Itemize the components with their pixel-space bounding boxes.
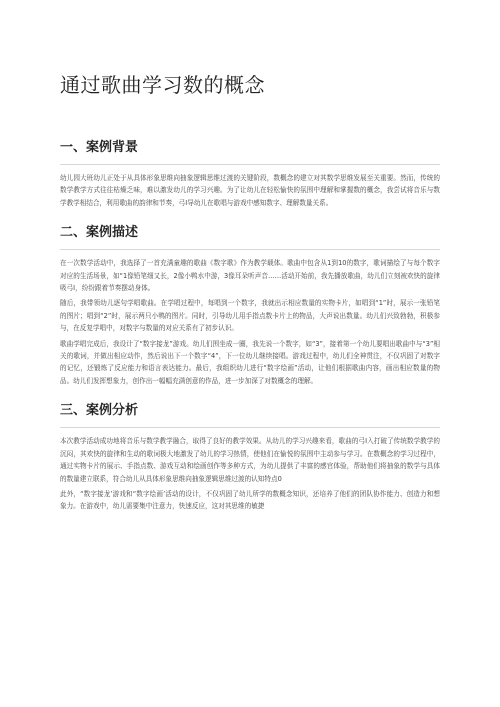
section-description xyxy=(60,223,440,387)
section-divider xyxy=(60,427,440,428)
section-background xyxy=(60,138,440,209)
section-heading: 三、案例分析 xyxy=(60,403,139,419)
paragraph: 在一次数学活动中，我选择了一首充满童趣的歌曲《数字歌》作为教学载体。歌曲中包含从1到10的数字，歌词描绘了与每个数字对应的生活场景，如“1像铅笔细又长，2像小鸭水中游，3像耳朵听声音……活动开始前，我先播放歌曲，幼儿们立刻被欢快的旋律吸弓I，纷纷跟着节奏摆动身体。 xyxy=(60,259,440,293)
page-title: 通过歌曲学习数的概念 xyxy=(60,73,265,97)
paragraph: 幼儿园大班幼儿正处于从具体形象思维向抽象逻辑思维过渡的关键阶段，数概念的建立对其数学思维发展至关重要。然而，传统的数学教学方式往往枯燥乏味，难以激发幼儿的学习兴趣。为了让幼儿在轻松愉快的氛围中理解和掌握数的概念，我尝试将音乐与数学教学相结合，利用歌曲的韵律和节奏，弓I导幼儿在歌唱与游戏中感知数字、理解数量关系。 xyxy=(60,174,440,207)
paragraph: 随后，我带领幼儿逐句学唱歌曲。在学唱过程中，每唱到一个数字，我就出示相应数量的实物卡片，如唱到“1”时，展示一张铅笔的图片；唱到“2”时，展示两只小鸭的图片。同时，引导幼儿用手指点数卡片上的物品，大声说出数量。幼儿们兴致勃勃，积极参与，在反复学唱中，对数字与数量的对应关系有了初步认识。 xyxy=(60,299,440,333)
section-heading: 一、案例背景 xyxy=(60,140,139,155)
paragraph: 歌曲学唱完成后，我设计了“数字接龙”游戏。幼儿们围坐成一圈，我先说一个数字，如“3”，接着第一个幼儿要唱出歌曲中与“3”相关的歌词，并做出相应动作，然后说出下一个数字“4”，下一位幼儿继续接唱。游戏过程中，幼儿们全神贯注，不仅巩固了对数字的记忆，还锻炼了反应能力和语言表达能力。最后，我组织幼儿进行“数字绘画”活动，让他们根据歌曲内容，画出相应数量的物品。幼儿们发挥想象力，创作出一幅幅充满创意的作品，进一步加深了对数概念的理解。 xyxy=(60,339,440,385)
section-divider xyxy=(60,249,440,250)
section-heading: 二、案例描述 xyxy=(60,225,139,241)
section-analysis xyxy=(60,401,440,512)
document-page xyxy=(60,70,440,516)
paragraph: 本次教学活动成功地将音乐与数学教学融合，取得了良好的教学效果。从幼儿的学习兴趣来看，歌曲的弓I入打破了传统数学教学的沉闷，其欢快的旋律和生动的歌词极大地激发了幼儿的学习热情，使他们在愉悦的氛围中主动参与学习。在数概念的学习过程中，通过实物卡片的展示、手指点数、游戏互动和绘画创作等多种方式，为幼儿提供了丰富的感官体验，帮助他们将抽象的数学与具体的数量建立联系，符合幼儿从具体形象思维向抽象逻辑思维过渡的认知特点0 xyxy=(60,437,440,483)
paragraph: 此外，“数字接龙’游戏和“数字绘画’活动的设计，不仅巩固了幼儿所学的数概念知识，还培养了他们的团队协作能力、创造力和想象力。在游戏中，幼儿需要集中注意力，快速反应，这对其思维的敏捷 xyxy=(60,489,440,511)
section-divider xyxy=(60,164,440,165)
